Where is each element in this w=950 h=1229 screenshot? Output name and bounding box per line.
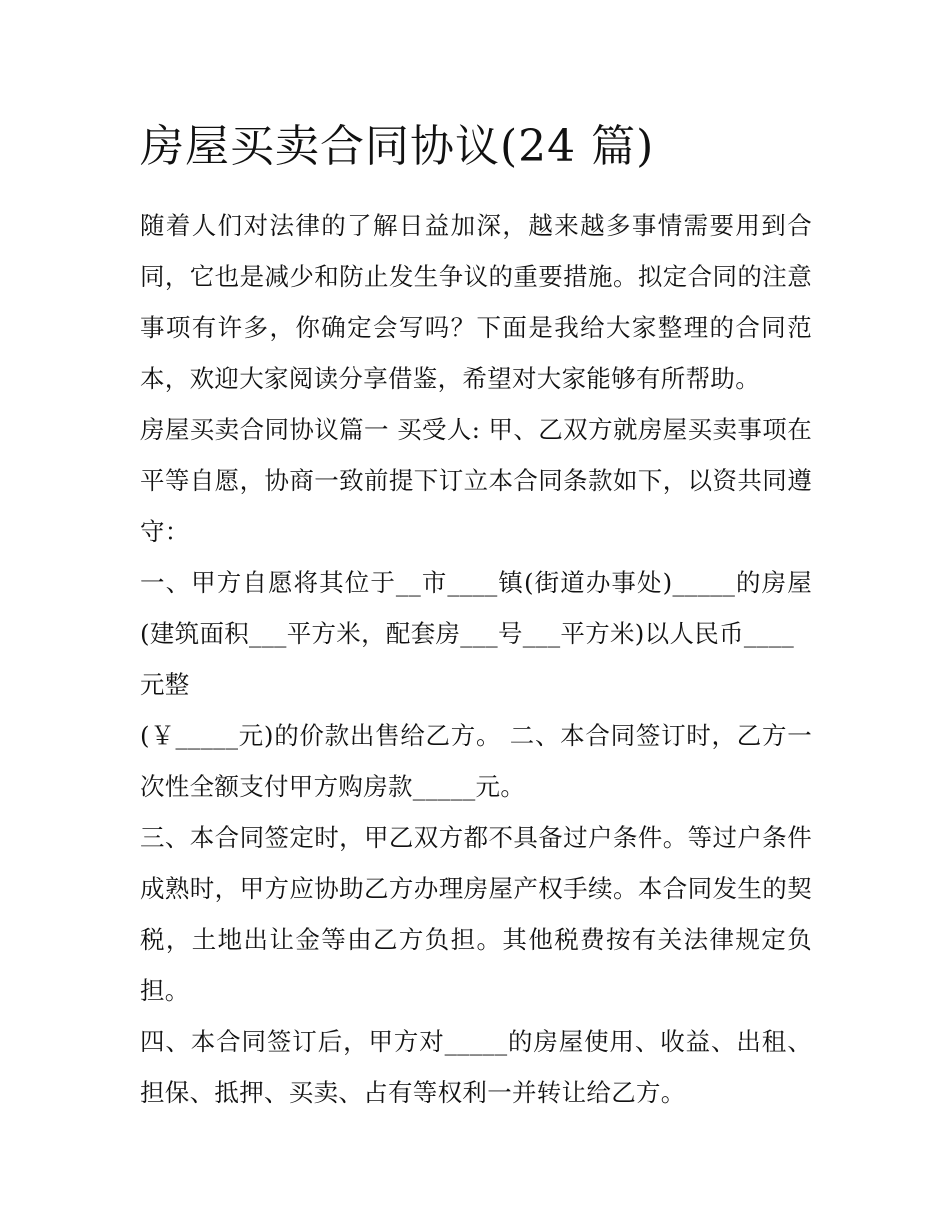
intro-paragraph: 随着人们对法律的了解日益加深，越来越多事情需要用到合同，它也是减少和防止发生争议的重要措施。拟定合同的注意事项有许多，你确定会写吗？下面是我给大家整理的合同范本，欢迎大家阅读分享借鉴，希望对大家能够有所帮助。 bbox=[140, 211, 812, 393]
clause-3-paragraph: 三、本合同签定时，甲乙双方都不具备过户条件。等过户条件成熟时，甲方应协助乙方办理房屋产权手续。本合同发生的契税，土地出让金等由乙方负担。其他税费按有关法律规定负担。 bbox=[140, 823, 812, 1005]
clause-1-paragraph: 一、甲方自愿将其位于__市____镇(街道办事处)_____的房屋(建筑面积___平方米，配套房___号___平方米)以人民币____ bbox=[140, 568, 812, 648]
clause-4-paragraph: 四、本合同签订后，甲方对_____的房屋使用、收益、出租、担保、抵押、买卖、占有等权利一并转让给乙方。 bbox=[140, 1027, 812, 1107]
document-title: 房屋买卖合同协议(24 篇) bbox=[140, 121, 655, 172]
clause-1-continuation: 元整 bbox=[140, 670, 190, 699]
clause-1-2-paragraph: (￥_____元)的价款出售给乙方。 二、本合同签订时，乙方一次性全额支付甲方购房款_____元。 bbox=[140, 721, 812, 801]
preamble-paragraph: 房屋买卖合同协议篇一 买受人: 甲、乙双方就房屋买卖事项在平等自愿，协商一致前提下订立本合同条款如下，以资共同遵守： bbox=[140, 415, 812, 546]
document-body bbox=[140, 200, 812, 1118]
